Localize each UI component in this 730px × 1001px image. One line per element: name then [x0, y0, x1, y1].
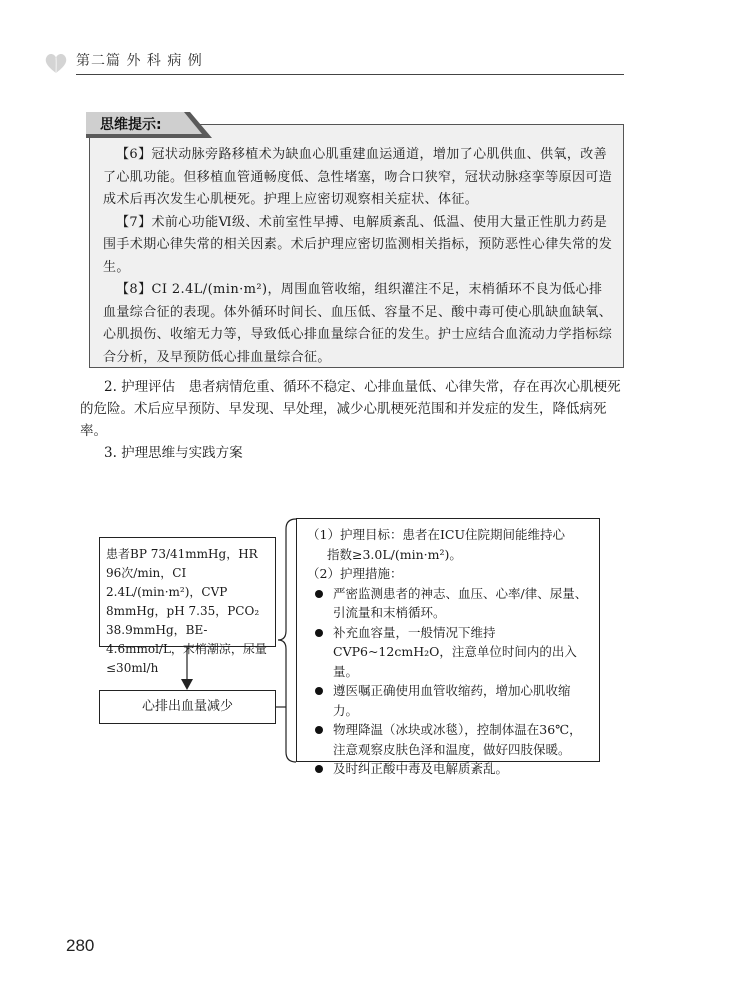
- measure-text: 及时纠正酸中毒及电解质紊乱。: [333, 761, 509, 776]
- assessment-box: 患者BP 73/41mmHg，HR 96次/min，CI 2.4L/(min·m²)，CVP 8mmHg，pH 7.35，PCO₂ 38.9mmHg，BE-4.6mmol/L，末梢潮凉，尿量≤30ml/h: [99, 537, 276, 647]
- header-divider: [76, 74, 624, 75]
- main-text: [80, 376, 628, 464]
- tip-paragraph: 【8】CI 2.4L/(min·m²)，周围血管收缩，组织灌注不足，末梢循环不良为低心排血量综合征的表现。体外循环时间长、血压低、容量不足、酸中毒可使心肌缺血缺氧、心肌损伤、收缩无力等，导致低心排血量综合征的发生。护士应结合血流动力学指标综合分析，及早预防低心排血量综合征。: [103, 282, 613, 365]
- list-item: [307, 720, 593, 759]
- goal-detail: 指数≥3.0L/(min·m²)。: [327, 546, 462, 562]
- goal-heading: （1）护理目标：患者在ICU住院期间能维持心: [307, 527, 565, 542]
- tip-body: [103, 144, 613, 369]
- bullet-icon: [315, 765, 323, 773]
- measure-text: 严密监测患者的神志、血压、心率/律、尿量、引流量和末梢循环。: [333, 585, 588, 620]
- problem-box: 心排出血量减少: [99, 690, 276, 724]
- measure-text: 物理降温（冰块或冰毯），控制体温在36℃，注意观察皮肤色泽和温度，做好四肢保暖。: [333, 722, 582, 757]
- list-item: [307, 623, 593, 682]
- intervention-box: [296, 518, 600, 776]
- section-title: 第二篇 外 科 病 例: [76, 53, 203, 69]
- bullet-icon: [315, 590, 323, 598]
- list-item: [307, 584, 593, 623]
- tip-label: 思维提示:: [100, 117, 162, 133]
- bullet-icon: [315, 629, 323, 637]
- bullet-icon: [315, 687, 323, 695]
- tip-paragraph: 【6】冠状动脉旁路移植术为缺血心肌重建血运通道，增加了心肌供血、供氧，改善了心肌功能。但移植血管通畅度低、急性堵塞，吻合口狭窄，冠状动脉痉挛等原因可造成术后再次发生心肌梗死。护理上应密切观察相关症状、体征。: [103, 147, 613, 207]
- nursing-plan-heading: 3. 护理思维与实践方案: [104, 445, 243, 461]
- list-item: [307, 759, 593, 779]
- page-number: 280: [66, 936, 95, 955]
- tip-paragraph: 【7】术前心功能Ⅵ级、术前室性早搏、电解质紊乱、低温、使用大量正性肌力药是围手术期心律失常的相关因素。术后护理应密切监测相关指标，预防恶性心律失常的发生。: [103, 214, 613, 275]
- measures-heading: （2）护理措施：: [307, 566, 403, 581]
- heart-logo-icon: [44, 52, 68, 74]
- measure-text: 补充血容量，一般情况下维持CVP6~12cmH₂O，注意单位时间内的出入量。: [333, 624, 577, 679]
- nursing-assessment-paragraph: 2. 护理评估 患者病情危重、循环不稳定、心排血量低、心律失常，存在再次心肌梗死的危险。术后应早预防、早发现、早处理，减少心肌梗死范围和并发症的发生，降低病死率。: [80, 379, 621, 439]
- list-item: [307, 681, 593, 720]
- bullet-icon: [315, 726, 323, 734]
- measure-text: 遵医嘱正确使用血管收缩药，增加心肌收缩力。: [333, 683, 571, 718]
